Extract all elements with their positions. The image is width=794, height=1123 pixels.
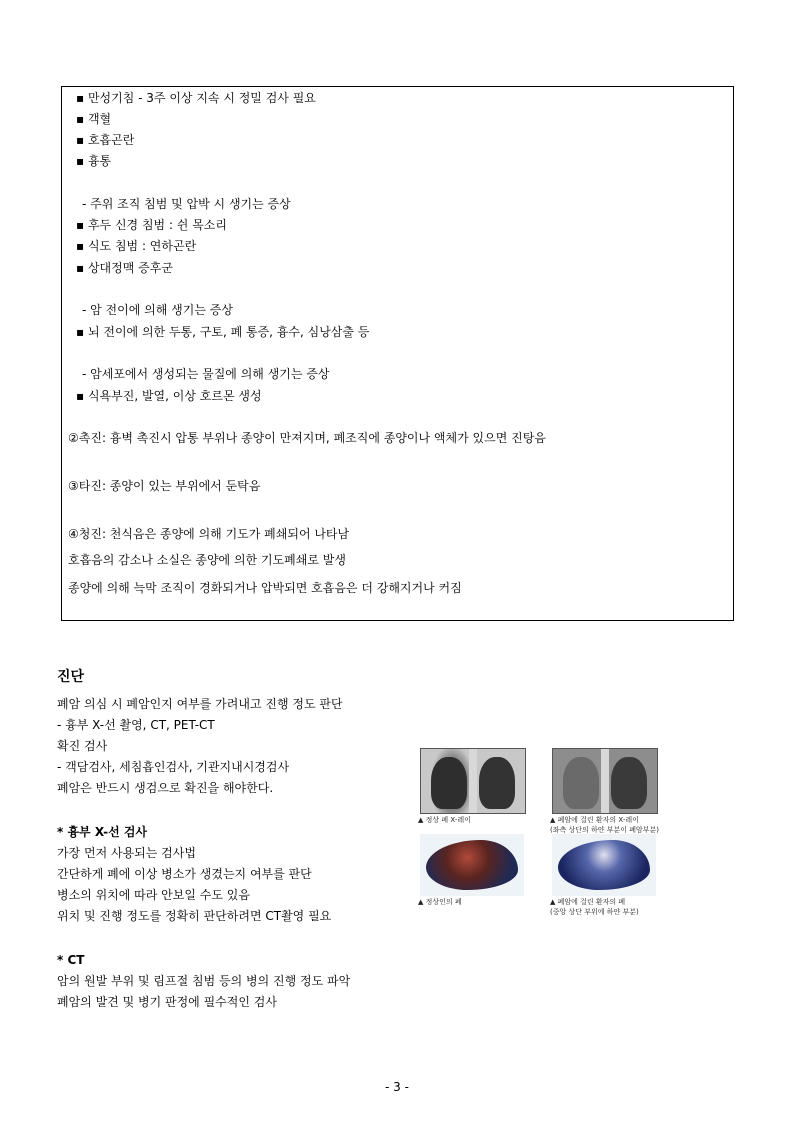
text-line: 병소의 위치에 따라 안보일 수도 있음 (57, 888, 250, 902)
figure-caption: ▲ 정상 폐 X-레이 (418, 816, 471, 824)
box-line: 종양에 의해 늑막 조직이 경화되거나 압박되면 호흡음은 더 강해지거나 커짐 (68, 581, 462, 595)
text-line: - 흉부 X-선 촬영, CT, PET-CT (57, 718, 215, 732)
cancer-xray-image (552, 748, 658, 814)
box-line: ④청진: 천식음은 종양에 의해 기도가 폐쇄되어 나타남 (68, 527, 350, 541)
figure-caption: (중앙 상단 부위에 하얀 부분) (550, 908, 639, 916)
text-line: 간단하게 폐에 이상 병소가 생겼는지 여부를 판단 (57, 867, 312, 881)
figure-caption: ▲ 폐암에 걸린 환자의 X-레이 (550, 816, 639, 824)
xray-heading: * 흉부 X-선 검사 (57, 825, 148, 839)
box-line: 호흡음의 감소나 소실은 종양에 의한 기도폐쇄로 발생 (68, 553, 346, 567)
figure-caption: ▲ 정상인의 폐 (418, 898, 462, 906)
symptom-box (61, 86, 734, 621)
lung-figure (418, 748, 676, 918)
text-line: 위치 및 진행 정도를 정확히 판단하려면 CT촬영 필요 (57, 909, 332, 923)
text-line: 폐암의 발견 및 병기 판정에 필수적인 검사 (57, 995, 277, 1009)
box-line: ▪ 식도 침범 : 연하곤란 (76, 239, 197, 253)
box-line: ②촉진: 흉벽 촉진시 압통 부위나 종양이 만져지며, 폐조직에 종양이나 액체가 있으면 진탕음 (68, 431, 546, 445)
normal-xray-cell (418, 748, 528, 824)
box-line: ▪ 상대정맥 증후군 (76, 261, 173, 275)
text-line: 폐암은 반드시 생검으로 확진을 해야한다. (57, 781, 274, 795)
normal-lung-image (420, 834, 524, 896)
box-line: ▪ 후두 신경 침범 : 쉰 목소리 (76, 218, 227, 232)
cancer-lung-image (552, 834, 656, 896)
page-number: - 3 - (385, 1080, 409, 1094)
text-line: 폐암 의심 시 폐암인지 여부를 가려내고 진행 정도 판단 (57, 697, 343, 711)
cancer-xray-cell (550, 748, 660, 834)
box-line: ▪ 호흡곤란 (76, 133, 135, 147)
box-line: - 암 전이에 의해 생기는 증상 (82, 303, 233, 317)
cancer-lung-cell (550, 834, 660, 916)
box-line: ▪ 객혈 (76, 112, 112, 126)
normal-xray-image (420, 748, 526, 814)
box-line: ▪ 뇌 전이에 의한 두통, 구토, 폐 통증, 흉수, 심낭삼출 등 (76, 325, 370, 339)
figure-caption: (좌측 상단의 하얀 부분이 폐암부분) (550, 826, 660, 834)
text-line: 가장 먼저 사용되는 검사법 (57, 846, 196, 860)
text-line: 확진 검사 (57, 739, 108, 753)
box-line: ▪ 만성기침 - 3주 이상 지속 시 정밀 검사 필요 (76, 91, 316, 105)
section-heading: 진단 (57, 669, 85, 685)
text-line: - 객담검사, 세침흡인검사, 기관지내시경검사 (57, 760, 290, 774)
box-line: ▪ 흉통 (76, 154, 112, 168)
ct-heading: * CT (57, 953, 85, 967)
box-line: ▪ 식욕부진, 발열, 이상 호르몬 생성 (76, 389, 262, 403)
normal-lung-cell (418, 834, 528, 906)
box-line: - 암세포에서 생성되는 물질에 의해 생기는 증상 (82, 367, 330, 381)
box-line: ③타진: 종양이 있는 부위에서 둔탁음 (68, 479, 261, 493)
figure-caption: ▲ 폐암에 걸린 환자의 폐 (550, 898, 626, 906)
text-line: 암의 원발 부위 및 림프절 침범 등의 병의 진행 정도 파악 (57, 974, 351, 988)
box-line: - 주위 조직 침범 및 압박 시 생기는 증상 (82, 197, 291, 211)
